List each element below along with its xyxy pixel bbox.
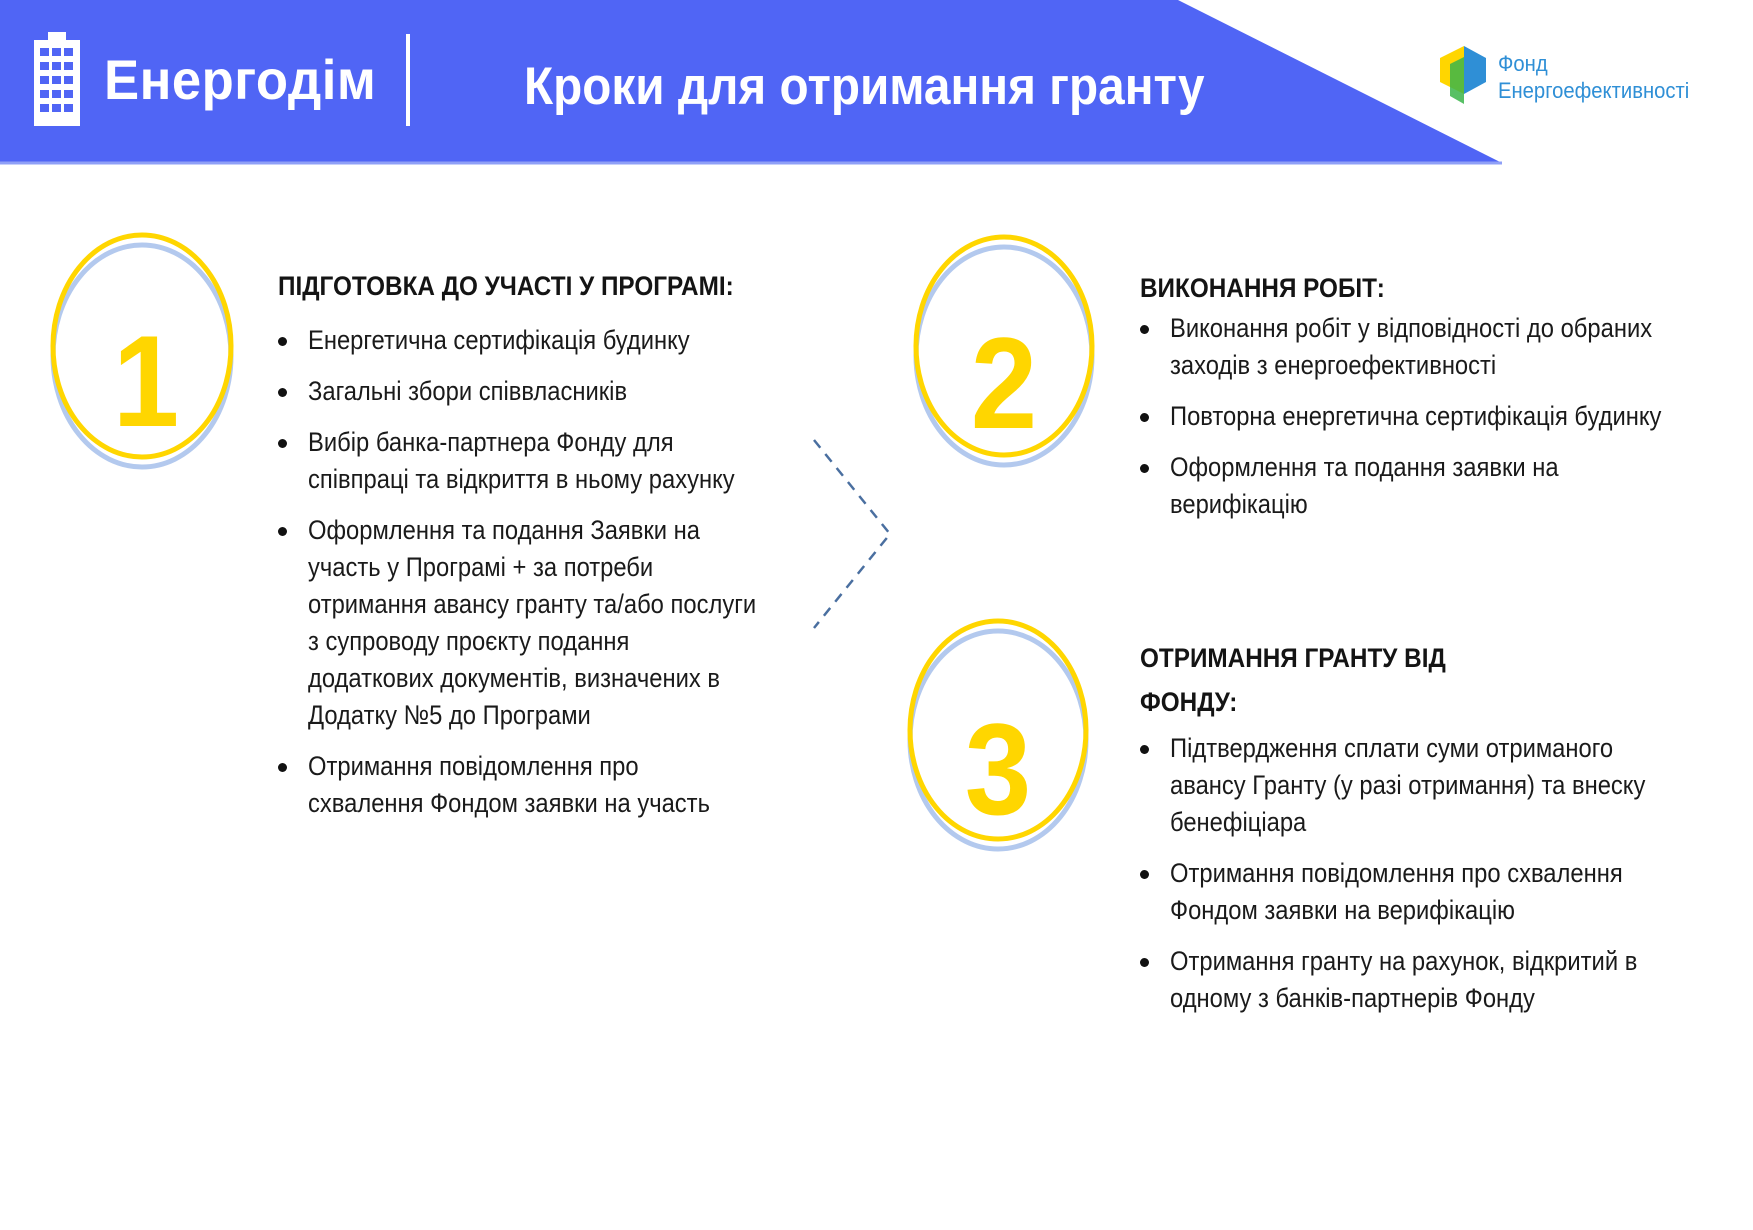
bullet-icon	[278, 763, 287, 772]
list-item: Отримання повідомлення про схвалення Фондом заявки на верифікацію	[1140, 855, 1680, 929]
step-3-heading-line1: ОТРИМАННЯ ГРАНТУ ВІД	[1140, 643, 1446, 673]
list-item: Отримання гранту на рахунок, відкритий в одному з банків-партнерів Фонду	[1140, 943, 1680, 1017]
step-2-block	[1140, 266, 1700, 537]
list-item: Загальні збори співвласників	[278, 373, 758, 410]
chevron-right-icon	[810, 436, 900, 632]
step-1-number: 1	[112, 308, 180, 454]
list-item: Енергетична сертифікація будинку	[278, 322, 758, 359]
step-2-badge	[910, 228, 1110, 468]
bullet-icon	[278, 337, 287, 346]
step-2-list	[1140, 310, 1700, 523]
list-item: Отримання повідомлення про схвалення Фондом заявки на участь	[278, 748, 758, 822]
step-2-heading: ВИКОНАННЯ РОБІТ:	[1140, 273, 1385, 303]
list-item: Виконання робіт у відповідності до обраних заходів з енергоефективності	[1140, 310, 1700, 384]
fund-logo-icon	[1440, 44, 1488, 106]
list-item: Оформлення та подання заявки на верифікацію	[1140, 449, 1700, 523]
bullet-icon	[1140, 745, 1149, 754]
brand-name: Енергодім	[104, 48, 377, 111]
list-item: Оформлення та подання Заявки на участь у Програмі + за потреби отримання авансу гранту та/або послуги з супроводу проєкту подання додаткових документів, визначених в Додатку №5 до Програми	[278, 512, 758, 734]
bullet-icon	[1140, 464, 1149, 473]
list-item: Підтвердження сплати суми отриманого авансу Гранту (у разі отримання) та внеску бенефіціара	[1140, 730, 1680, 841]
step-3-badge	[904, 612, 1104, 852]
list-item: Повторна енергетична сертифікація будинку	[1140, 398, 1700, 435]
step-3-list	[1140, 730, 1680, 1017]
building-logo-icon	[32, 32, 82, 128]
fund-logo-line1: Фонд	[1498, 51, 1548, 76]
step-1-badge	[46, 228, 246, 468]
step-3-number: 3	[964, 696, 1032, 842]
list-item: Вибір банка-партнера Фонду для співпраці та відкриття в ньому рахунку	[278, 424, 758, 498]
header-divider	[406, 34, 410, 126]
bullet-icon	[1140, 413, 1149, 422]
bullet-icon	[278, 527, 287, 536]
step-3-block	[1140, 636, 1680, 1031]
fund-logo-line2: Енергоефективності	[1498, 78, 1690, 103]
step-1-block	[278, 264, 758, 836]
page-title: Кроки для отримання гранту	[524, 57, 1205, 116]
bullet-icon	[1140, 958, 1149, 967]
fund-logo-text	[1498, 50, 1689, 104]
bullet-icon	[278, 388, 287, 397]
bullet-icon	[1140, 870, 1149, 879]
bullet-icon	[1140, 325, 1149, 334]
step-3-heading-line2: ФОНДУ:	[1140, 687, 1238, 717]
bullet-icon	[278, 439, 287, 448]
step-2-number: 2	[970, 310, 1038, 456]
step-1-heading: ПІДГОТОВКА ДО УЧАСТІ У ПРОГРАМІ:	[278, 271, 734, 301]
step-1-list	[278, 322, 758, 822]
